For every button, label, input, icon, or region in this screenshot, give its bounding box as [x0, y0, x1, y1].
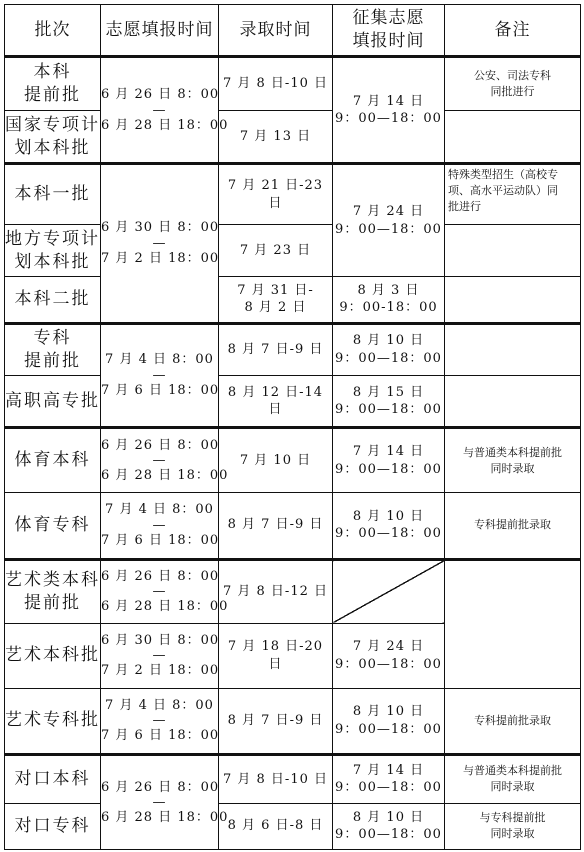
- collect-hours: 9：00—18：00: [335, 402, 442, 418]
- batch-college-early: [5, 323, 101, 375]
- admit-time-cell: 7 月 18 日-20 日: [219, 624, 333, 689]
- table-row: [5, 110, 581, 163]
- fill-start: 7 月 4 日 8：00: [105, 697, 214, 713]
- remark-cell: [445, 755, 581, 803]
- header-fill-time: 志愿填报时间: [101, 5, 219, 57]
- collect-hours: 9：00—18：00: [335, 780, 442, 796]
- admit-time-cell: 7 月 8 日-12 日: [219, 559, 333, 624]
- fill-start: 6 月 30 日 8：00: [101, 220, 220, 236]
- header-admit-time: 录取时间: [219, 5, 333, 57]
- table-row: [5, 428, 581, 493]
- fill-start: 7 月 4 日 8：00: [105, 352, 214, 368]
- remark-line: 同时录取: [490, 780, 535, 794]
- collect-time-cell: [333, 803, 445, 849]
- header-collect-line2: 填报时间: [352, 31, 425, 52]
- batch-art-early: [5, 559, 101, 624]
- batch-line: 本科: [33, 62, 72, 83]
- remark-cell: [445, 224, 581, 276]
- batch-national-special: [5, 110, 101, 163]
- empty-diagonal-cell: [333, 559, 445, 624]
- admit-time-cell: 8 月 6 日-8 日: [219, 803, 333, 849]
- admission-schedule-table: [4, 4, 581, 850]
- batch-line: 提前批: [24, 85, 81, 106]
- collect-time-cell: [333, 164, 445, 277]
- table-row: [5, 323, 581, 375]
- collect-hours: 9：00—18：00: [335, 350, 442, 366]
- collect-time-cell: [333, 376, 445, 428]
- remark-cell: [445, 428, 581, 493]
- batch-line: 提前批: [24, 592, 81, 613]
- remark-cell: [445, 57, 581, 110]
- remark-cell: 专科提前批录取: [445, 688, 581, 755]
- collect-date: 8 月 15 日: [352, 384, 425, 400]
- header-row: [5, 5, 581, 57]
- fill-start: 7 月 4 日 8：00: [105, 502, 214, 518]
- collect-date: 7 月 14 日: [352, 444, 425, 460]
- collect-hours: 9：00-18：00: [339, 300, 438, 316]
- fill-dash: —: [152, 648, 167, 664]
- batch-undergrad-early: [5, 57, 101, 110]
- batch-line: 专科: [33, 327, 72, 348]
- table-row: [5, 57, 581, 110]
- fill-end: 6 月 28 日 18：00: [101, 810, 229, 826]
- header-collect-line1: 征集志愿: [352, 8, 425, 29]
- fill-time-cell: [101, 755, 229, 850]
- collect-time-cell: [333, 624, 445, 689]
- fill-end: 7 月 6 日 18：00: [101, 383, 220, 399]
- remark-line: 与普通类本科提前批: [463, 764, 562, 778]
- header-remarks: 备注: [445, 5, 581, 57]
- collect-date: 7 月 24 日: [352, 639, 425, 655]
- fill-start: 6 月 26 日 8：00: [101, 437, 220, 453]
- batch-vocational: 高职高专批: [5, 376, 101, 428]
- fill-end: 6 月 28 日 18：00: [101, 599, 229, 615]
- fill-dash: —: [152, 795, 167, 811]
- remark-line: 项、高水平运动队）同: [448, 184, 558, 198]
- table-row: [5, 755, 581, 803]
- remark-line: 特殊类型招生（高校专: [448, 168, 558, 182]
- remark-cell: 专科提前批录取: [445, 492, 581, 559]
- fill-time-cell: [101, 688, 219, 755]
- admit-line: 7 月 31 日-: [237, 282, 314, 298]
- fill-time-cell: [101, 57, 229, 164]
- table-row: [5, 376, 581, 428]
- collect-date: 8 月 10 日: [352, 704, 425, 720]
- fill-start: 6 月 26 日 8：00: [101, 87, 220, 103]
- collect-time-cell: [333, 755, 445, 803]
- collect-hours: 9：00—18：00: [335, 827, 442, 843]
- collect-hours: 9：00—18：00: [335, 111, 442, 127]
- admit-time-cell: 7 月 8 日-10 日: [219, 57, 333, 110]
- fill-end: 7 月 6 日 18：00: [101, 728, 220, 744]
- fill-time-cell: [101, 164, 219, 323]
- collect-date: 7 月 14 日: [352, 93, 425, 109]
- fill-time-cell: [101, 624, 219, 689]
- table-row: [5, 277, 581, 323]
- collect-time-cell: [333, 492, 445, 559]
- fill-end: 6 月 28 日 18：00: [101, 117, 229, 133]
- collect-date: 7 月 24 日: [352, 204, 425, 220]
- fill-end: 7 月 6 日 18：00: [101, 532, 220, 548]
- collect-date: 8 月 10 日: [352, 508, 425, 524]
- fill-dash: —: [152, 102, 167, 118]
- collect-time-cell: [333, 688, 445, 755]
- collect-date: 7 月 14 日: [352, 762, 425, 778]
- collect-hours: 9：00—18：00: [335, 656, 442, 672]
- collect-time-cell: [333, 428, 445, 493]
- batch-line: 艺术类本科: [5, 569, 100, 590]
- table-row: [5, 688, 581, 755]
- admit-time-cell: 7 月 10 日: [219, 428, 333, 493]
- batch-local-special: [5, 224, 101, 276]
- admit-time-cell: [219, 277, 333, 323]
- collect-hours: 9：00—18：00: [335, 721, 442, 737]
- fill-dash: —: [152, 235, 167, 251]
- remark-cell: [445, 110, 581, 163]
- remark-line: 与专科提前批: [479, 811, 546, 825]
- fill-end: 7 月 2 日 18：00: [101, 663, 220, 679]
- remark-cell: [445, 376, 581, 428]
- fill-end: 7 月 2 日 18：00: [101, 250, 220, 266]
- batch-line: 划本科批: [14, 251, 91, 272]
- batch-line: 国家专项计: [5, 114, 100, 135]
- batch-undergrad-first: 本科一批: [5, 164, 101, 225]
- header-collect-time: [333, 5, 445, 57]
- fill-time-cell: [101, 492, 219, 559]
- admit-time-cell: 8 月 7 日-9 日: [219, 492, 333, 559]
- batch-counterpart-college: 对口专科: [5, 803, 101, 849]
- table-row: [5, 803, 581, 849]
- table-row: [5, 559, 581, 624]
- batch-sports-college: 体育专科: [5, 492, 101, 559]
- fill-time-cell: [101, 323, 219, 428]
- fill-time-cell: [101, 559, 229, 624]
- remark-line: 批进行: [448, 200, 481, 214]
- collect-time-cell: [333, 57, 445, 164]
- admit-time-cell: 8 月 7 日-9 日: [219, 323, 333, 375]
- fill-start: 6 月 26 日 8：00: [101, 568, 220, 584]
- batch-art-undergrad: 艺术本科批: [5, 624, 101, 689]
- remark-cell: [445, 803, 581, 849]
- table-row: [5, 492, 581, 559]
- collect-date: 8 月 3 日: [357, 282, 420, 298]
- remark-line: 同时录取: [490, 827, 535, 841]
- collect-date: 8 月 10 日: [352, 333, 425, 349]
- remark-line: 公安、司法专科: [474, 69, 551, 83]
- collect-time-cell: [333, 323, 445, 375]
- remark-line: 同时录取: [490, 461, 535, 475]
- table-row: [5, 224, 581, 276]
- batch-art-college: 艺术专科批: [5, 688, 101, 755]
- batch-line: 划本科批: [14, 137, 91, 158]
- remark-cell: [445, 559, 581, 688]
- collect-hours: 9：00—18：00: [335, 461, 442, 477]
- admit-time-cell: 7 月 13 日: [219, 110, 333, 163]
- remark-cell: [445, 323, 581, 375]
- fill-time-cell: [101, 428, 229, 493]
- batch-sports-undergrad: 体育本科: [5, 428, 101, 493]
- remark-line: 与普通类本科提前批: [463, 445, 562, 459]
- batch-line: 地方专项计: [5, 228, 100, 249]
- fill-start: 6 月 30 日 8：00: [101, 632, 220, 648]
- remark-line: 同批进行: [490, 85, 535, 99]
- remark-cell: [445, 277, 581, 323]
- admit-time-cell: 7 月 8 日-10 日: [219, 755, 333, 803]
- table-row: [5, 164, 581, 225]
- collect-hours: 9：00—18：00: [335, 526, 442, 542]
- collect-date: 8 月 10 日: [352, 809, 425, 825]
- fill-dash: —: [152, 368, 167, 384]
- fill-dash: —: [152, 713, 167, 729]
- fill-dash: —: [152, 453, 167, 469]
- collect-time-cell: [333, 277, 445, 323]
- batch-counterpart-undergrad: 对口本科: [5, 755, 101, 803]
- admit-time-cell: 7 月 21 日-23 日: [219, 164, 333, 225]
- admit-time-cell: 8 月 12 日-14 日: [219, 376, 333, 428]
- batch-line: 提前批: [24, 350, 81, 371]
- collect-hours: 9：00—18：00: [335, 221, 442, 237]
- fill-end: 6 月 28 日 18：00: [101, 468, 229, 484]
- admit-time-cell: 7 月 23 日: [219, 224, 333, 276]
- remark-cell: [445, 164, 581, 225]
- batch-undergrad-second: 本科二批: [5, 277, 101, 323]
- fill-start: 6 月 26 日 8：00: [101, 779, 220, 795]
- fill-dash: —: [152, 584, 167, 600]
- admit-line: 8 月 2 日: [244, 300, 307, 316]
- header-batch: 批次: [5, 5, 101, 57]
- fill-dash: —: [152, 517, 167, 533]
- admit-time-cell: 8 月 7 日-9 日: [219, 688, 333, 755]
